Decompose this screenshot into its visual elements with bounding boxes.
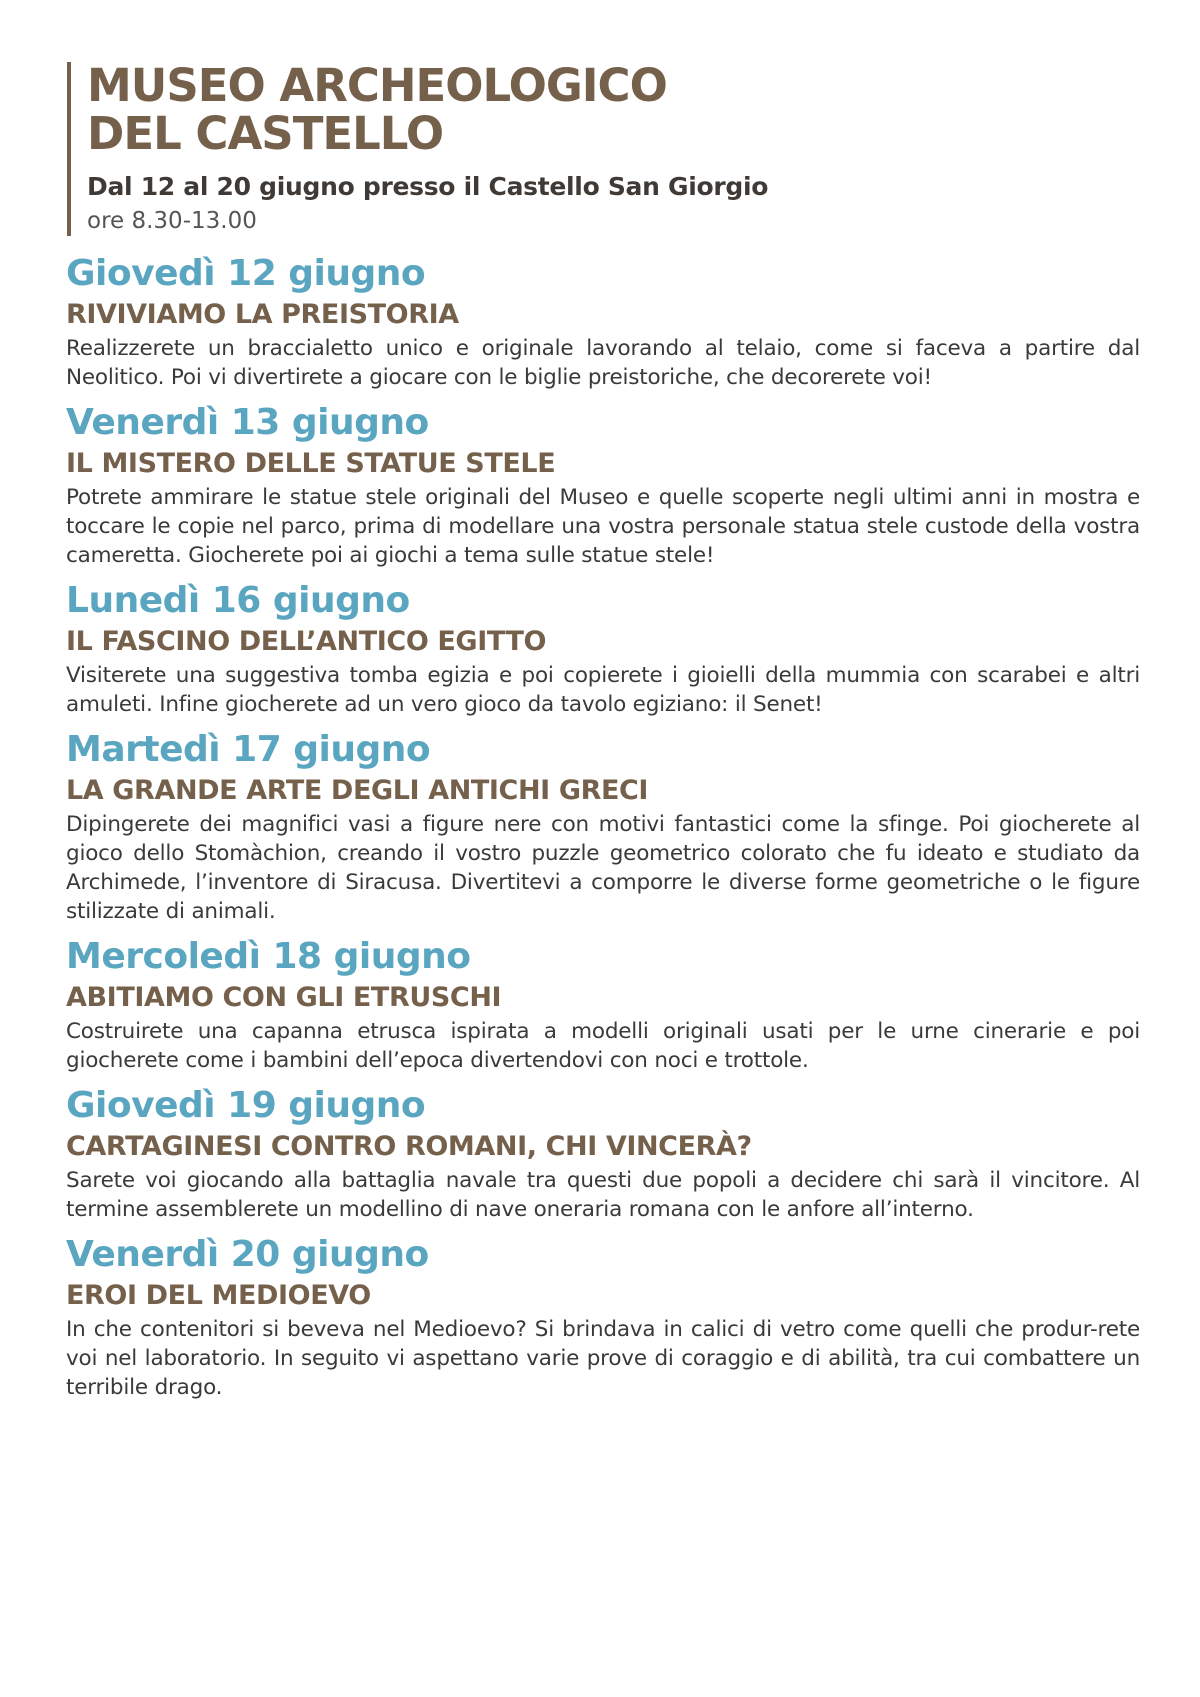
events-list bbox=[66, 253, 1140, 1412]
event-description: Sarete voi giocando alla battaglia navale tra questi due popoli a decidere chi sarà il vincitore. Al termine assemblerete un modellino di nave oneraria romana con le anfore all’interno. bbox=[66, 1168, 1140, 1222]
event-title: IL FASCINO DELL’ANTICO EGITTO bbox=[66, 626, 547, 657]
dates-location: Dal 12 al 20 giugno presso il Castello San Giorgio bbox=[87, 172, 769, 201]
event-date: Venerdì 13 giugno bbox=[66, 402, 429, 443]
event-date: Giovedì 12 giugno bbox=[66, 253, 426, 294]
event-date: Lunedì 16 giugno bbox=[66, 580, 410, 621]
event-item bbox=[66, 253, 1140, 392]
event-description: Dipingerete dei magnifici vasi a figure nere con motivi fantastici come la sfinge. Poi giocherete al gioco dello Stomàchion, creando il vostro puzzle geometrico colorato che fu ideato e studiato da Archimede, l’inventore di Siracusa. Divertitevi a comporre le diverse forme geometriche o le figure stilizzate di animali. bbox=[66, 812, 1140, 924]
event-description: Potrete ammirare le statue stele originali del Museo e quelle scoperte negli ultimi anni in mostra e toccare le copie nel parco, prima di modellare una vostra personale statua stele custode della vostra cameretta. Giocherete poi ai giochi a tema sulle statue stele! bbox=[66, 485, 1140, 568]
event-description: Visiterete una suggestiva tomba egizia e poi copierete i gioielli della mummia con scarabei e altri amuleti. Infine giocherete ad un vero gioco da tavolo egiziano: il Senet! bbox=[66, 663, 1140, 717]
event-item bbox=[66, 729, 1140, 926]
museum-title-line2: DEL CASTELLO bbox=[87, 107, 444, 160]
event-item bbox=[66, 402, 1140, 570]
header bbox=[67, 59, 987, 236]
event-title: ABITIAMO CON GLI ETRUSCHI bbox=[66, 982, 502, 1013]
event-item bbox=[66, 580, 1140, 719]
museum-title bbox=[87, 59, 987, 160]
event-date: Martedì 17 giugno bbox=[66, 729, 431, 770]
event-description: Realizzerete un braccialetto unico e originale lavorando al telaio, come si faceva a partire dal Neolitico. Poi vi divertirete a giocare con le biglie preistoriche, che decorerete voi! bbox=[66, 336, 1140, 390]
event-title: LA GRANDE ARTE DEGLI ANTICHI GRECI bbox=[66, 775, 649, 806]
event-title: EROI DEL MEDIOEVO bbox=[66, 1280, 371, 1311]
event-item bbox=[66, 1234, 1140, 1402]
event-title: RIVIVIAMO LA PREISTORIA bbox=[66, 299, 459, 330]
event-description: Costruirete una capanna etrusca ispirata a modelli originali usati per le urne cinerarie e poi giocherete come i bambini dell’epoca divertendovi con noci e trottole. bbox=[66, 1019, 1140, 1073]
event-item bbox=[66, 1085, 1140, 1224]
event-title: IL MISTERO DELLE STATUE STELE bbox=[66, 448, 556, 479]
event-date: Mercoledì 18 giugno bbox=[66, 936, 471, 977]
museum-title-line1: MUSEO ARCHEOLOGICO bbox=[87, 59, 667, 112]
event-date: Venerdì 20 giugno bbox=[66, 1234, 429, 1275]
event-date: Giovedì 19 giugno bbox=[66, 1085, 426, 1126]
opening-hours: ore 8.30-13.00 bbox=[87, 208, 257, 234]
event-description: In che contenitori si beveva nel Medioevo? Si brindava in calici di vetro come quelli che produr-rete voi nel laboratorio. In seguito vi aspettano varie prove di coraggio e di abilità, tra cui combattere un terribile drago. bbox=[66, 1317, 1140, 1400]
event-title: CARTAGINESI CONTRO ROMANI, CHI VINCERÀ? bbox=[66, 1131, 752, 1162]
event-item bbox=[66, 936, 1140, 1075]
